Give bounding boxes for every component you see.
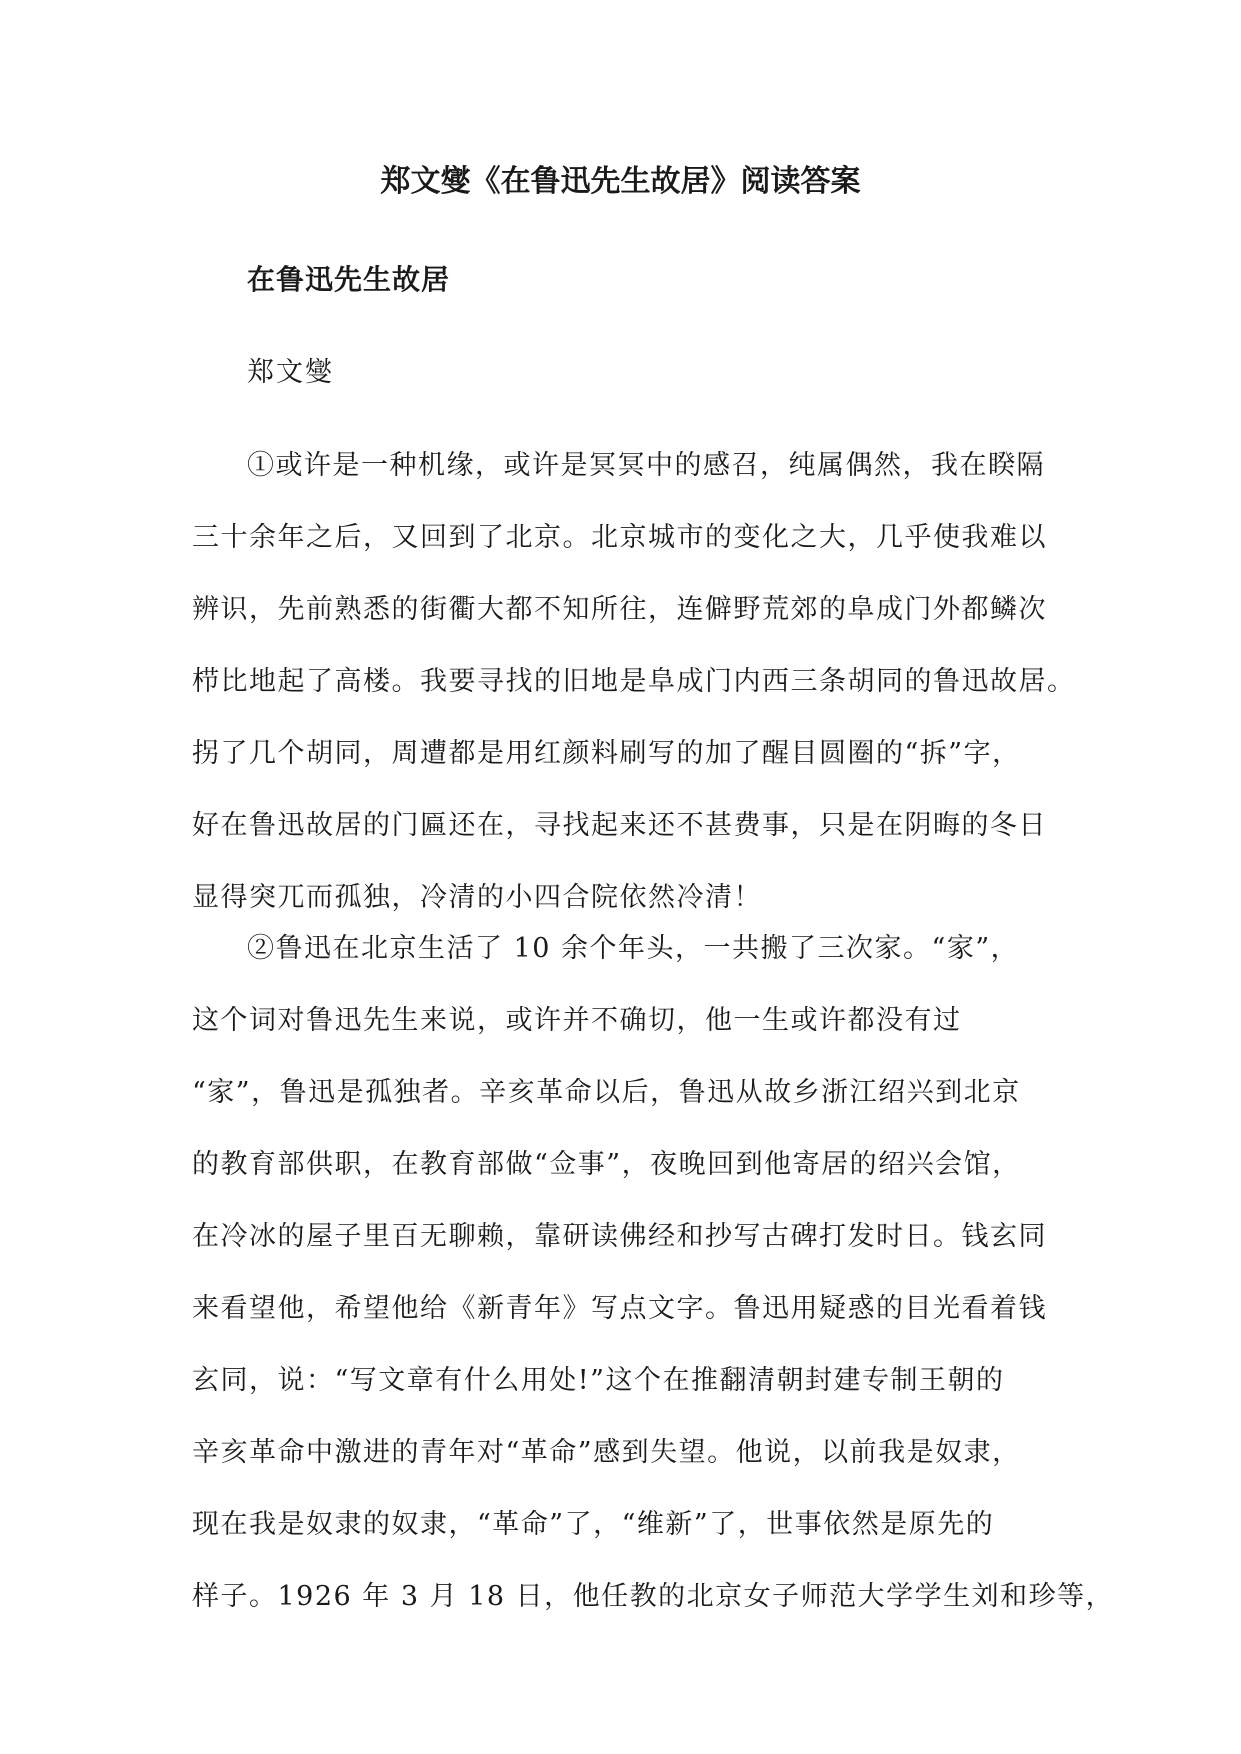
paragraph-line: ②鲁迅在北京生活了 10 余个年头，一共搬了三次家。“家”，: [247, 933, 1020, 964]
paragraph-line: ①或许是一种机缘，或许是冥冥中的感召，纯属偶然，我在睽隔: [247, 450, 1045, 481]
paragraph-line: 辨识，先前熟悉的街衢大都不知所往，连僻野荒郊的阜成门外都鳞次: [192, 594, 1047, 625]
paragraph-line: 这个词对鲁迅先生来说，或许并不确切，他一生或许都没有过: [192, 1005, 962, 1036]
paragraph-line: 三十余年之后，又回到了北京。北京城市的变化之大，几乎使我难以: [192, 522, 1047, 553]
paragraph-line: 样子。1926 年 3 月 18 日，他任教的北京女子师范大学学生刘和珍等，: [192, 1581, 1115, 1612]
document-title: 郑文燮《在鲁迅先生故居》阅读答案: [380, 164, 861, 199]
paragraph-line: “家”，鲁迅是孤独者。辛亥革命以后，鲁迅从故乡浙江绍兴到北京: [192, 1077, 1021, 1108]
paragraph-line: 辛亥革命中激进的青年对“革命”感到失望。他说，以前我是奴隶，: [192, 1437, 1021, 1468]
paragraph-1: [192, 430, 1076, 934]
article-title: 在鲁迅先生故居: [247, 263, 451, 296]
paragraph-line: 显得突兀而孤独，冷清的小四合院依然冷清！: [192, 882, 762, 913]
author-name: 郑文燮: [247, 357, 334, 388]
paragraph-line: 栉比地起了高楼。我要寻找的旧地是阜成门内西三条胡同的鲁迅故居。: [192, 666, 1076, 697]
paragraph-2: [192, 913, 1115, 1633]
paragraph-line: 的教育部供职，在教育部做“佥事”，夜晚回到他寄居的绍兴会馆，: [192, 1149, 1021, 1180]
paragraph-line: 好在鲁迅故居的门匾还在，寻找起来还不甚费事，只是在阴晦的冬日: [192, 810, 1047, 841]
paragraph-line: 玄同，说：“写文章有什么用处!”这个在推翻清朝封建专制王朝的: [192, 1365, 1005, 1396]
paragraph-line: 来看望他，希望他给《新青年》写点文字。鲁迅用疑惑的目光看着钱: [192, 1293, 1047, 1324]
paragraph-line: 现在我是奴隶的奴隶，“革命”了，“维新”了，世事依然是原先的: [192, 1509, 995, 1540]
paragraph-line: 在冷冰的屋子里百无聊赖，靠研读佛经和抄写古碑打发时日。钱玄同: [192, 1221, 1047, 1252]
paragraph-line: 拐了几个胡同，周遭都是用红颜料刷写的加了醒目圆圈的“拆”字，: [192, 738, 1021, 769]
